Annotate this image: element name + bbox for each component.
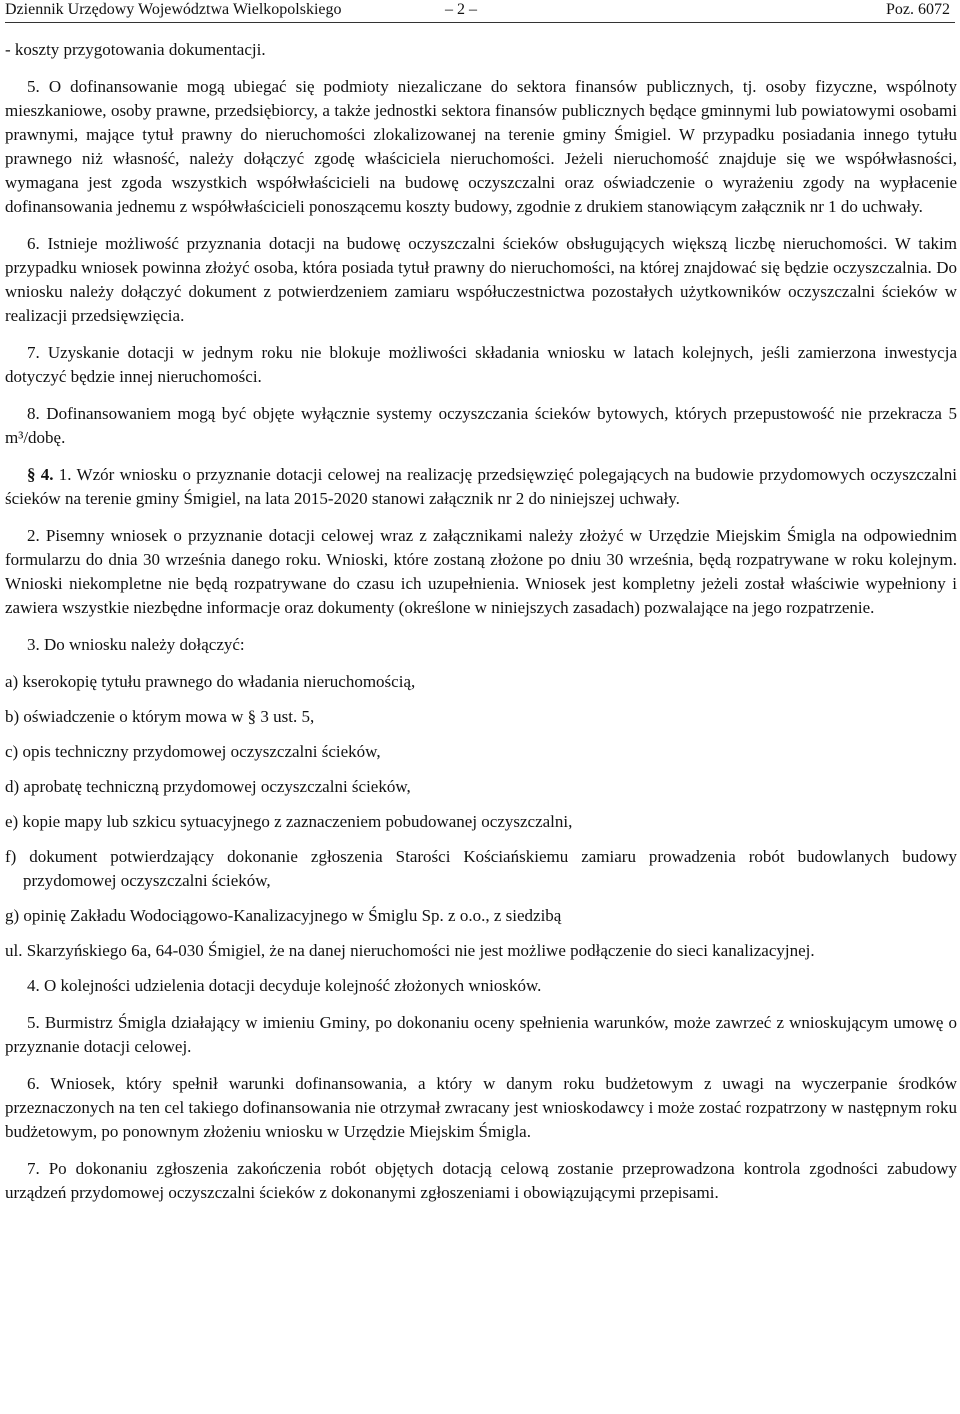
page-header xyxy=(5,0,955,23)
paragraph-section-4-1 xyxy=(5,463,957,511)
paragraph-6-shared-plant: 6. Istnieje możliwość przyznania dotacji na budowę oczyszczalni ścieków obsługujących większą liczbę nieruchomości. W takim przypadku wniosek powinna złożyć osoba, która posiada tytuł prawny do nieruchomości, na której znajdować się będzie oczyszczalnia. Do wniosku należy dołączyć dokument z potwierdzeniem zamiaru współuczestnictwa pozostałych użytkowników oczyszczalni ścieków w realizacji przedsięwzięcia. xyxy=(5,234,957,325)
paragraph-section-4-3: 3. Do wniosku należy dołączyć: xyxy=(27,635,245,654)
paragraph-7-subsequent-years: 7. Uzyskanie dotacji w jednym roku nie blokuje możliwości składania wniosku w latach kolejnych, jeśli zamierzona inwestycja dotyczyć będzie innej nieruchomości. xyxy=(5,343,957,386)
paragraph-section-4-6: 6. Wniosek, który spełnił warunki dofinansowania, a który w danym roku budżetowym z uwagi na wyczerpanie środków przeznaczonych na ten cel takiego dofinansowania nie otrzymał zwracany jest wnioskodawcy i może zostać rozpatrzony w następnym roku budżetowym, po ponownym złożeniu wniosku w Urzędzie Miejskim Śmigla. xyxy=(5,1074,957,1141)
list-item-d: d) aprobatę techniczną przydomowej oczyszczalni ścieków, xyxy=(5,777,411,796)
paragraph-section-4-2: 2. Pisemny wniosek o przyznanie dotacji celowej wraz z załącznikami należy złożyć w Urzędzie Miejskim Śmigla na odpowiednim formularzu do dnia 30 września danego roku. Wnioski, które zostaną złożone po dniu 30 września, będą rozpatrywane w roku kolejnym. Wnioski niekompletne nie będą rozpatrywane do czasu ich uzupełnienia. Wniosek jest kompletny jeżeli został właściwie wypełniony i zawiera wszystkie niezbędne informacje oraz dokumenty (określone w niniejszych zasadach) pozwalające na jego rozpatrzenie. xyxy=(5,526,957,617)
list-item-a: a) kserokopię tytułu prawnego do władania nieruchomością, xyxy=(5,672,416,691)
paragraph-section-4-5: 5. Burmistrz Śmigla działający w imieniu Gminy, po dokonaniu oceny spełnienia warunków, może zawrzeć z wnioskującym umowę o przyznanie dotacji celowej. xyxy=(5,1013,957,1056)
paragraph-section-4-7: 7. Po dokonaniu zgłoszenia zakończenia robót objętych dotacją celową zostanie przeprowadzona kontrola zgodności zabudowy urządzeń przydomowej oczyszczalni ścieków z dokonanymi zgłoszeniami i obowiązującymi przepisami. xyxy=(5,1159,957,1202)
list-item-b: b) oświadczenie o którym mowa w § 3 ust. 5, xyxy=(5,707,315,726)
list-item-f: f) dokument potwierdzający dokonanie zgłoszenia Starości Kościańskiemu zamiaru prowadzenia robót budowlanych budowy przydomowej oczyszczalni ścieków, xyxy=(5,847,957,890)
paragraph-8-capacity: 8. Dofinansowaniem mogą być objęte wyłącznie systemy oczyszczania ścieków bytowych, których przepustowość nie przekracza 5 m³/dobę. xyxy=(5,404,957,447)
paragraph-costs: - koszty przygotowania dokumentacji. xyxy=(5,40,266,59)
page-number: – 2 – xyxy=(445,1,477,18)
list-item-g: g) opinię Zakładu Wodociągowo-Kanalizacyjnego w Śmiglu Sp. z o.o., z siedzibą xyxy=(5,906,562,925)
list-item-c: c) opis techniczny przydomowej oczyszczalni ścieków, xyxy=(5,742,381,761)
position-number: Poz. 6072 xyxy=(886,1,950,18)
section-4-marker: § 4. xyxy=(27,465,54,484)
paragraph-5-eligibility: 5. O dofinansowanie mogą ubiegać się podmioty niezaliczane do sektora finansów publicznych, tj. osoby fizyczne, wspólnoty mieszkaniowe, osoby prawne, przedsiębiorcy, a także jednostki sektora finansów publicznych będące gminnymi lub powiatowymi osobami prawnymi, mające tytuł prawny do nieruchomości zlokalizowanej na terenie gminy Śmigiel. W przypadku posiadania innego tytułu prawnego niż własność, należy dołączyć zgodę właściciela nieruchomości. Jeżeli nieruchomość znajduje się we współwłasności, wymagana jest zgoda wszystkich współwłaścicieli na budowę oczyszczalni oraz oświadczenie o wyrażeniu zgody na wypłacenie dofinansowania jednemu z współwłaścicieli ponoszącemu koszty budowy, zgodnie z drukiem stanowiącym załącznik nr 1 do uchwały. xyxy=(5,77,957,216)
section-4-1-text: 1. Wzór wniosku o przyznanie dotacji celowej na realizację przedsięwzięć polegających na budowie przydomowych oczyszczalni ścieków na terenie gminy Śmigiel, na lata 2015-2020 stanowi załącznik nr 2 do niniejszej uchwały. xyxy=(5,465,957,508)
list-item-e: e) kopie mapy lub szkicu sytuacyjnego z zaznaczeniem pobudowanej oczyszczalni, xyxy=(5,812,573,831)
document-body xyxy=(5,38,957,1218)
list-item-g-continued: ul. Skarzyńskiego 6a, 64-030 Śmigiel, że na danej nieruchomości nie jest możliwe podłączenie do sieci kanalizacyjnej. xyxy=(5,941,815,960)
journal-title: Dziennik Urzędowy Województwa Wielkopolskiego xyxy=(5,1,342,18)
paragraph-section-4-4: 4. O kolejności udzielenia dotacji decyduje kolejność złożonych wniosków. xyxy=(27,976,542,995)
